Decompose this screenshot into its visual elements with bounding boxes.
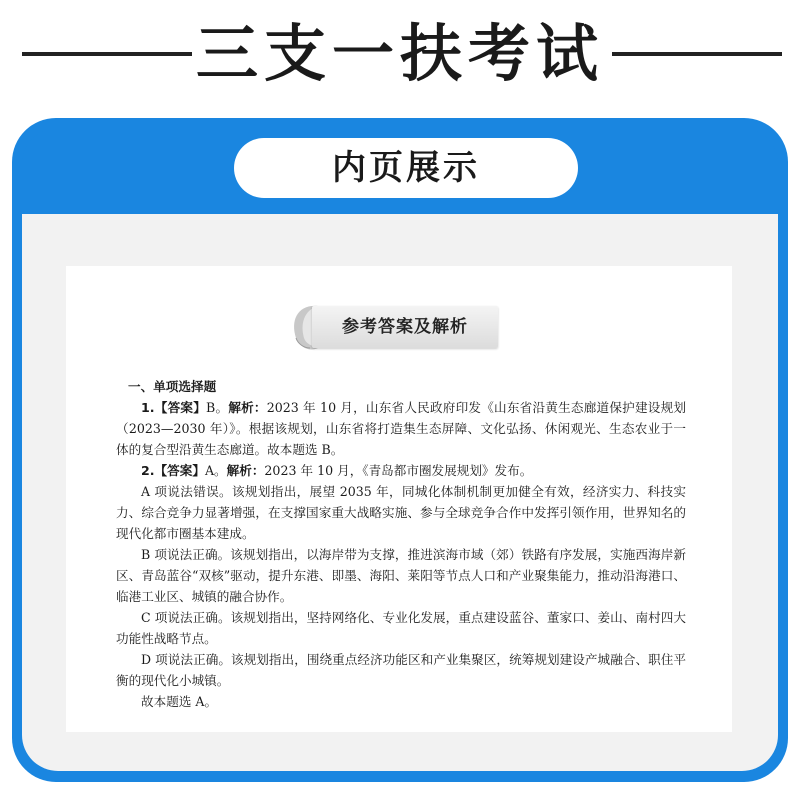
section-title: 一、单项选择题 [128,379,217,394]
q2-sep: 。 [214,463,227,478]
q1-answer: B [206,400,216,415]
q1-text: 2023 年 10 月，山东省人民政府印发《山东省沿黄生态廊道保护建设规划（2023—2030 年）》。根据该规划，山东省将打造集生态屏障、文化弘扬、休闲观光、生态农业于一体的复合型沿黄生态廊道。故本题选 B。 [116,400,686,457]
q2-answer: A [204,463,215,478]
answers-ribbon [288,294,508,352]
q2-prefix: 2.【答案】 [141,463,205,478]
page-header [0,0,800,120]
document-page [66,266,732,732]
question-2 [116,460,686,481]
paragraph: C 项说法正确。该规划指出，坚持网络化、专业化发展，重点建设蓝谷、董家口、姜山、南村四大功能性战略节点。 [116,610,686,646]
page-title: 三支一扶考试 [195,17,604,90]
header-rule-right [612,52,782,56]
ribbon-label: 参考答案及解析 [342,317,468,337]
paragraph: A 项说法错误。该规划指出，展望 2035 年，同城化体制机制更加健全有效，经济实力、科技实力、综合竞争力显著增强，在支撑国家重大战略实施、参与全球竞争合作中发挥引领作用，世界知名的现代化都市圈基本建成。 [116,484,686,541]
paragraph: D 项说法正确。该规划指出，围绕重点经济功能区和产业集聚区，统筹规划建设产城融合、职住平衡的现代化小城镇。 [116,652,686,688]
answer-content [116,376,686,712]
section-banner: 内页展示 [234,138,578,198]
q1-analysis-label: 解析： [228,400,267,415]
question-1 [116,397,686,460]
conclusion: 故本题选 A。 [141,694,218,709]
q2-text: 2023 年 10 月，《青岛都市圈发展规划》发布。 [264,463,533,478]
q1-prefix: 1.【答案】 [141,400,207,415]
paragraph: B 项说法正确。该规划指出，以海岸带为支撑，推进滨海市域（郊）铁路有序发展，实施西海岸新区、青岛蓝谷“双核”驱动，提升东港、即墨、海阳、莱阳等节点人口和产业聚集能力，推动沿海港口、临港工业区、城镇的融合协作。 [116,547,686,604]
q2-analysis-label: 解析： [226,463,265,478]
q1-sep: 。 [215,400,229,415]
